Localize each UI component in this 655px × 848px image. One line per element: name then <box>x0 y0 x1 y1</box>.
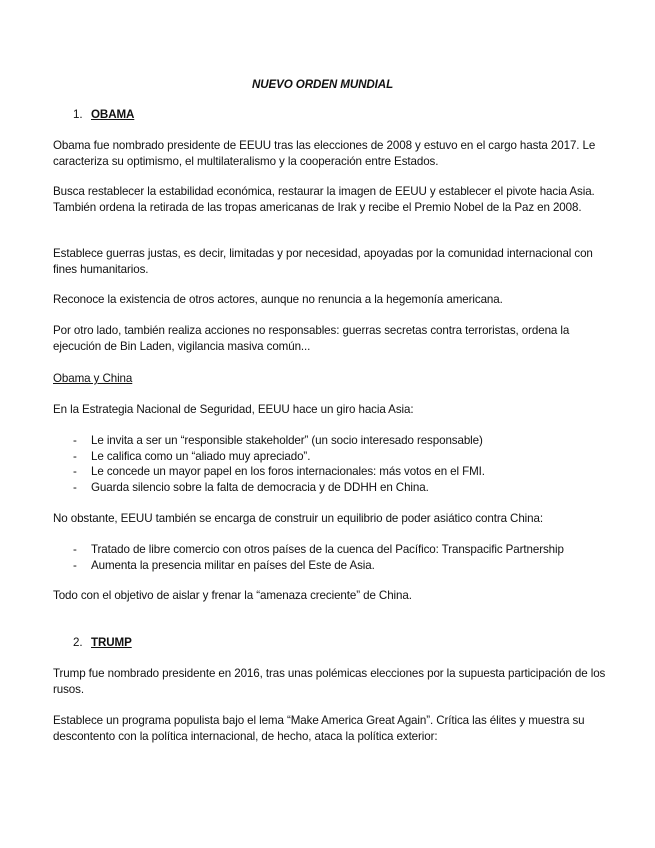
paragraph: Trump fue nombrado presidente en 2016, tras unas polémicas elecciones por la supuesta participación de los rusos. <box>53 667 606 696</box>
paragraph: Busca restablecer la estabilidad económica, restaurar la imagen de EEUU y establecer el pivote hacia Asia. También ordena la retirada de las tropas americanas de Irak y recibe el Premio Nobel de la Paz en 2008. <box>53 185 595 214</box>
bullet-dash: - <box>73 558 77 572</box>
balance-bullet-list <box>73 542 618 573</box>
subheading-obama-china: Obama y China <box>53 372 133 385</box>
document-title: NUEVO ORDEN MUNDIAL <box>251 78 394 91</box>
paragraph: Todo con el objetivo de aislar y frenar la “amenaza creciente” de China. <box>53 589 412 602</box>
list-item <box>73 542 618 558</box>
section-heading-obama <box>73 107 134 123</box>
bullet-dash: - <box>73 480 77 494</box>
list-item <box>73 464 618 480</box>
section-number: 1. <box>73 108 83 121</box>
list-item-text: Aumenta la presencia militar en países del Este de Asia. <box>91 558 375 572</box>
paragraph: Establece guerras justas, es decir, limitadas y por necesidad, apoyadas por la comunidad internacional con fines humanitarios. <box>53 247 593 276</box>
strategy-bullet-list <box>73 433 618 495</box>
list-item-text: Guarda silencio sobre la falta de democracia y de DDHH en China. <box>91 480 429 494</box>
section-label: OBAMA <box>91 108 135 121</box>
paragraph: Establece un programa populista bajo el lema “Make America Great Again”. Crítica las élites y muestra su descontento con la política internacional, de hecho, ataca la política exterior: <box>53 714 585 743</box>
list-item <box>73 433 618 449</box>
bullet-dash: - <box>73 543 77 556</box>
list-item-text: Le concede un mayor papel en los foros internacionales: más votos en el FMI. <box>91 465 485 478</box>
bullet-dash: - <box>73 465 77 478</box>
section-label: TRUMP <box>91 636 132 649</box>
section-heading-trump <box>73 635 132 651</box>
bullet-dash: - <box>73 434 77 447</box>
paragraph: Obama fue nombrado presidente de EEUU tras las elecciones de 2008 y estuvo en el cargo hasta 2017. Le caracteriza su optimismo, el multilateralismo y la cooperación entre Estados. <box>53 139 596 168</box>
list-item-text: Tratado de libre comercio con otros países de la cuenca del Pacífico: Transpacific Partnership <box>91 543 564 556</box>
bullet-dash: - <box>73 449 77 463</box>
list-item <box>73 449 618 465</box>
section-number: 2. <box>73 636 83 649</box>
paragraph: En la Estrategia Nacional de Seguridad, EEUU hace un giro hacia Asia: <box>53 403 414 416</box>
list-item-text: Le invita a ser un “responsible stakeholder” (un socio interesado responsable) <box>91 434 483 447</box>
paragraph: Por otro lado, también realiza acciones no responsables: guerras secretas contra terroristas, ordena la ejecución de Bin Laden, vigilancia masiva común... <box>53 324 570 353</box>
list-item <box>73 558 618 574</box>
list-item-text: Le califica como un “aliado muy apreciado”. <box>91 449 311 463</box>
paragraph: No obstante, EEUU también se encarga de construir un equilibrio de poder asiático contra China: <box>53 512 543 525</box>
paragraph: Reconoce la existencia de otros actores, aunque no renuncia a la hegemonía americana. <box>53 293 503 306</box>
list-item <box>73 480 618 496</box>
